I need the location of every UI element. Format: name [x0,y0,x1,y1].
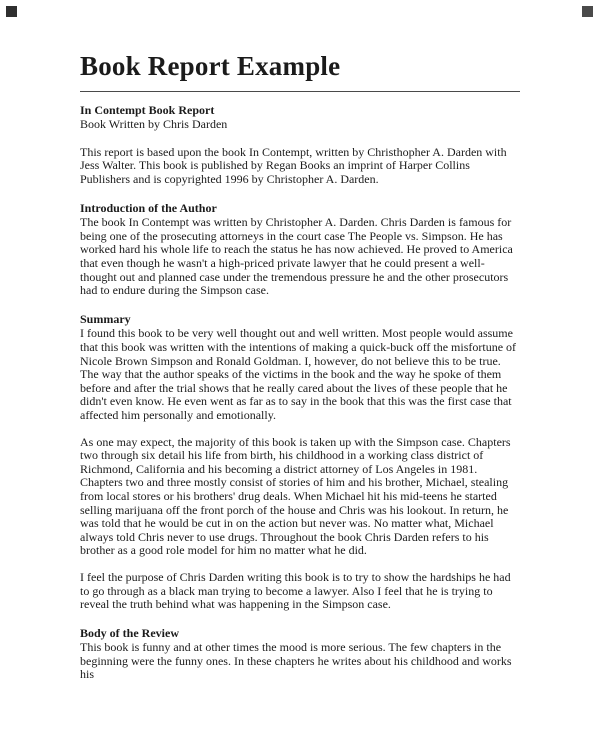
corner-mark-right [582,6,593,17]
section-paragraph: As one may expect, the majority of this book is taken up with the Simpson case. Chapters two through six detail his life from birth, his childhood in a working class district of Richmond, California and his becoming a district attorney of Los Angeles in 1981. Chapters two and three mostly consist of stories of him and his brother, Michael, stealing from local stores or his brothers' drug deals. When Michael hit his mid-teens he started selling marijuana off the front porch of the house and Chris was his lookout. In return, he was told that he would be cut in on the action but never was. No matter what, Michael always told Chris never to use drugs. Throughout the book Chris Darden refers to his brother as a good role model for him no matter what he did. [80,434,511,558]
corner-mark-left [6,6,17,17]
section-paragraph: I found this book to be very well thought out and well written. Most people would assume that this book was written with the intentions of making a quick-buck off the misfortune of Nicole Brown Simpson and Ronald Goldman. I, however, do not believe this to be true. The way that the author speaks of the victims in the book and the way he spoke of them before and after the trial shows that he really cared about the lives of these people that he didn't even know. He even went as far as to say in the book that this was the first case that affected him personally and emotionally. [80,326,517,422]
section-paragraph: I feel the purpose of Chris Darden writing this book is to try to show the hardships he had to go through as a black man trying to become a lawyer. Also I feel that he is trying to reveal the truth behind what was happening in the Simpson case. [80,569,511,612]
report-subtitle: In Contempt Book Report [80,102,215,117]
section-paragraph: The book In Contempt was written by Christopher A. Darden. Chris Darden is famous for being one of the prosecuting attorneys in the court case The People vs. Simpson. He has worked hard his whole life to reach the status he has now achieved. He proved to America that even though he wasn't a high-priced private lawyer that he could present a well-thought out and planned case under the tremendous pressure he and the other prosecutors had to endure during the Simpson case. [80,215,513,298]
section-paragraph: This book is funny and at other times the mood is more serious. The few chapters in the beginning were the funny ones. In these chapters he writes about his childhood and works his [80,640,512,682]
section-heading-summary: Summary [80,311,131,326]
document-title: Book Report Example [80,52,520,92]
report-byline: Book Written by Chris Darden [80,117,228,132]
intro-paragraph: This report is based upon the book In Contempt, written by Christhopher A. Darden with Jess Walter. This book is published by Regan Books an imprint of Harper Collins Publishers and is copyrighted 1996 by Christopher A. Darden. [80,144,507,187]
section-heading-introduction-of-the-author: Introduction of the Author [80,200,217,215]
section-heading-body-of-the-review: Body of the Review [80,625,179,640]
